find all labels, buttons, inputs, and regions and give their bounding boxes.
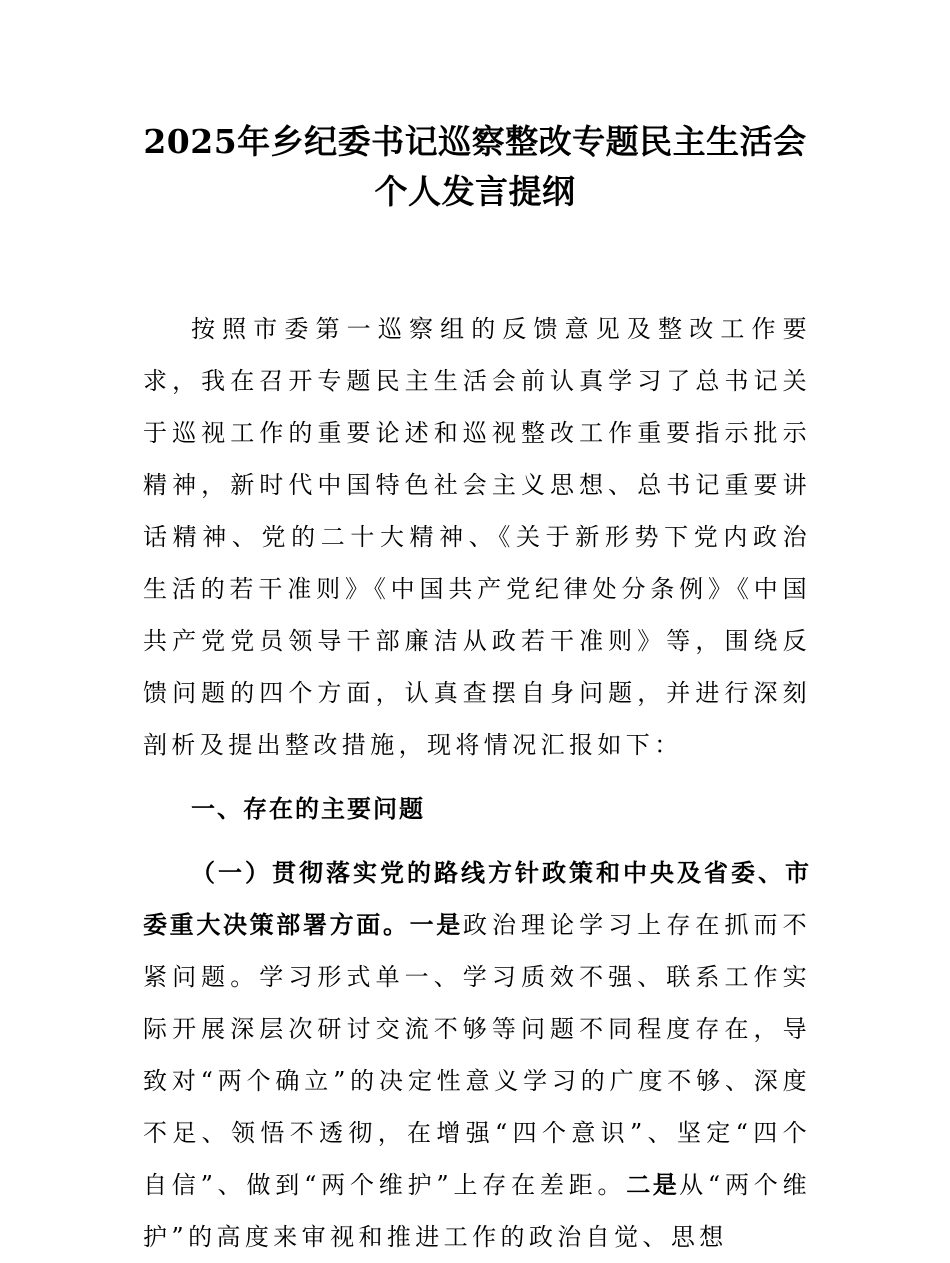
point-label-1: 一是 xyxy=(409,911,463,939)
subsection-paragraph xyxy=(143,847,811,1263)
document-body xyxy=(143,303,811,1263)
document-title-line-2: 个人发言提纲 xyxy=(374,172,576,211)
intro-paragraph: 按照市委第一巡察组的反馈意见及整改工作要求，我在召开专题民主生活会前认真学习了总书记关于巡视工作的重要论述和巡视整改工作重要指示批示精神，新时代中国特色社会主义思想、总书记重要讲话精神、党的二十大精神、《关于新形势下党内政治生活的若干准则》《中国共产党纪律处分条例》《中国共产党党员领导干部廉洁从政若干准则》等，围绕反馈问题的四个方面，认真查摆自身问题，并进行深刻剖析及提出整改措施，现将情况汇报如下： xyxy=(143,315,811,759)
document-title-line-1: 2025年乡纪委书记巡察整改专题民主生活会 xyxy=(143,122,807,161)
subsection-heading: （一）贯彻落实党的路线方针政策和中央及省委、市委重大决策部署方面。 xyxy=(143,859,811,939)
section-heading: 一、存在的主要问题 xyxy=(191,795,425,823)
point-text-1: 政治理论学习上存在抓而不紧问题。学习形式单一、学习质效不强、联系工作实际开展深层次研讨交流不够等问题不同程度存在，导致对“两个确立”的决定性意义学习的广度不够、深度不足、领悟不透彻，在增强“四个意识”、坚定“四个自信”、做到“两个维护”上存在差距。 xyxy=(143,911,812,1199)
point-text-2: 从“两个维护”的高度来审视和推进工作的政治自觉、思想 xyxy=(143,1171,811,1251)
point-label-2: 二是 xyxy=(626,1171,680,1199)
